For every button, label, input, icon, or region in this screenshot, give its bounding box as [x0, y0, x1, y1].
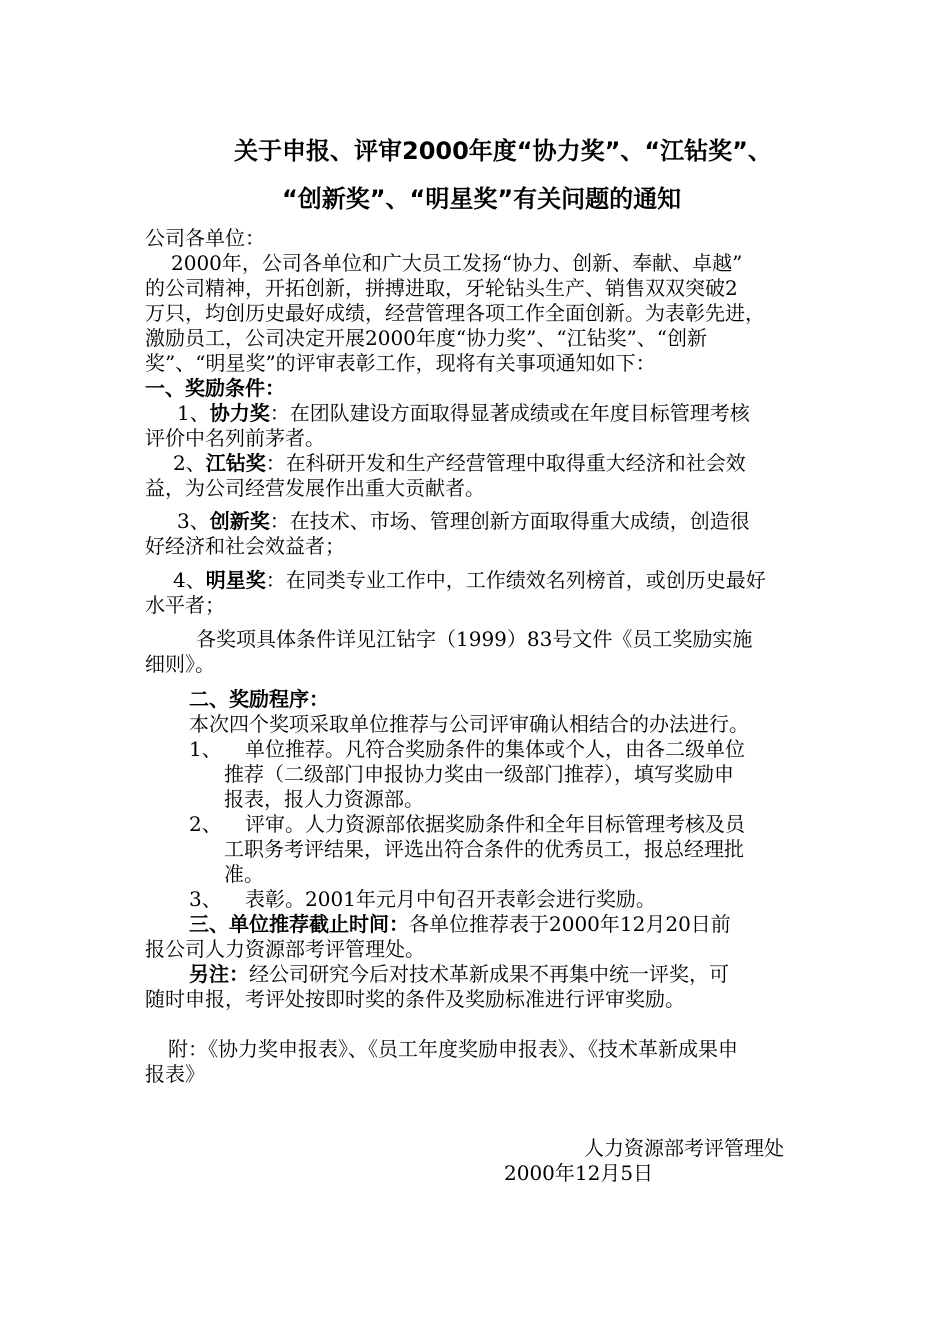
- award-item-3-cont: 好经济和社会效益者；: [145, 534, 345, 558]
- intro-line: 激励员工，公司决定开展2000年度“协力奖”、“江钻奖”、“创新: [145, 326, 708, 350]
- award-num: 2、: [173, 451, 206, 475]
- award-desc: ：在团队建设方面取得显著成绩或在年度目标管理考核: [269, 401, 750, 425]
- award-name: 江钻奖: [205, 451, 266, 475]
- section1-heading: 一、奖励条件：: [145, 376, 285, 400]
- extra-note-label: 另注：: [189, 962, 249, 986]
- award-item-2: [173, 450, 746, 476]
- signature-department: 人力资源部考评管理处: [584, 1136, 784, 1160]
- intro-line: 2000年，公司各单位和广大员工发扬“协力、创新、奉献、卓越”: [171, 251, 743, 275]
- award-name: 明星奖: [205, 568, 266, 592]
- extra-note-text: 经公司研究今后对技术革新成果不再集中统一评奖，可: [249, 962, 729, 986]
- award-num: 4、: [173, 568, 206, 592]
- intro-line: 万只，均创历史最好成绩，经营管理各项工作全面创新。为表彰先进，: [145, 301, 765, 325]
- attachment-line: 附：《协力奖申报表》、《员工年度奖励申报表》、《技术革新成果申: [168, 1037, 738, 1061]
- section3-cont: 报公司人力资源部考评管理处。: [145, 937, 425, 961]
- award-item-4-cont: 水平者；: [145, 593, 225, 617]
- title-line-1: 关于申报、评审2000年度“协力奖”、“江钻奖”、: [234, 137, 772, 165]
- award-item-1: [177, 400, 750, 426]
- signature-date: 2000年12月5日: [504, 1161, 654, 1185]
- step-line: 报表，报人力资源部。: [224, 787, 424, 811]
- attachment-line-cont: 报表》: [145, 1062, 205, 1086]
- salutation: 公司各单位：: [145, 226, 265, 250]
- step-line: 表彰。2001年元月中旬召开表彰会进行奖励。: [245, 887, 656, 911]
- award-name: 协力奖: [209, 401, 270, 425]
- step-line: 单位推荐。凡符合奖励条件的集体或个人，由各二级单位: [245, 737, 745, 761]
- step-number: 2、: [189, 812, 222, 836]
- section3: [189, 911, 731, 937]
- award-item-4: [173, 567, 766, 593]
- step-line: 推荐（二级部门申报协力奖由一级部门推荐），填写奖励申: [224, 762, 734, 786]
- section3-text: 各单位推荐表于2000年12月20日前: [409, 912, 731, 936]
- step-line: 工职务考评结果，评选出符合条件的优秀员工，报总经理批: [224, 837, 744, 861]
- title-line-2: “创新奖”、“明星奖”有关问题的通知: [282, 185, 682, 213]
- step-number: 1、: [189, 737, 222, 761]
- award-desc: ：在技术、市场、管理创新方面取得重大成绩，创造很: [269, 509, 750, 533]
- section3-heading: 三、单位推荐截止时间：: [189, 912, 409, 936]
- award-desc: ：在科研开发和生产经营管理中取得重大经济和社会效: [265, 451, 746, 475]
- step-line: 评审。人力资源部依据奖励条件和全年目标管理考核及员: [245, 812, 745, 836]
- award-item-3: [177, 508, 750, 534]
- section1-note: 各奖项具体条件详见江钻字（1999）83号文件《员工奖励实施: [196, 627, 753, 651]
- award-name: 创新奖: [209, 509, 270, 533]
- section2-intro: 本次四个奖项采取单位推荐与公司评审确认相结合的办法进行。: [189, 712, 749, 736]
- award-item-1-cont: 评价中名列前茅者。: [145, 426, 325, 450]
- step-number: 3、: [189, 887, 222, 911]
- extra-note: [189, 961, 729, 987]
- section1-note-cont: 细则》。: [145, 652, 215, 676]
- award-desc: ：在同类专业工作中，工作绩效名列榜首，或创历史最好: [265, 568, 766, 592]
- intro-line: 奖”、“明星奖”的评审表彰工作，现将有关事项通知如下：: [145, 351, 656, 375]
- award-num: 3、: [177, 509, 210, 533]
- intro-line: 的公司精神，开拓创新，拼搏进取，牙轮钻头生产、销售双双突破2: [145, 276, 738, 300]
- award-item-2-cont: 益，为公司经营发展作出重大贡献者。: [145, 476, 485, 500]
- section2-heading: 二、奖励程序：: [189, 687, 329, 711]
- award-num: 1、: [177, 401, 210, 425]
- extra-note-cont: 随时申报，考评处按即时奖的条件及奖励标准进行评审奖励。: [145, 987, 685, 1011]
- step-line: 准。: [224, 862, 264, 886]
